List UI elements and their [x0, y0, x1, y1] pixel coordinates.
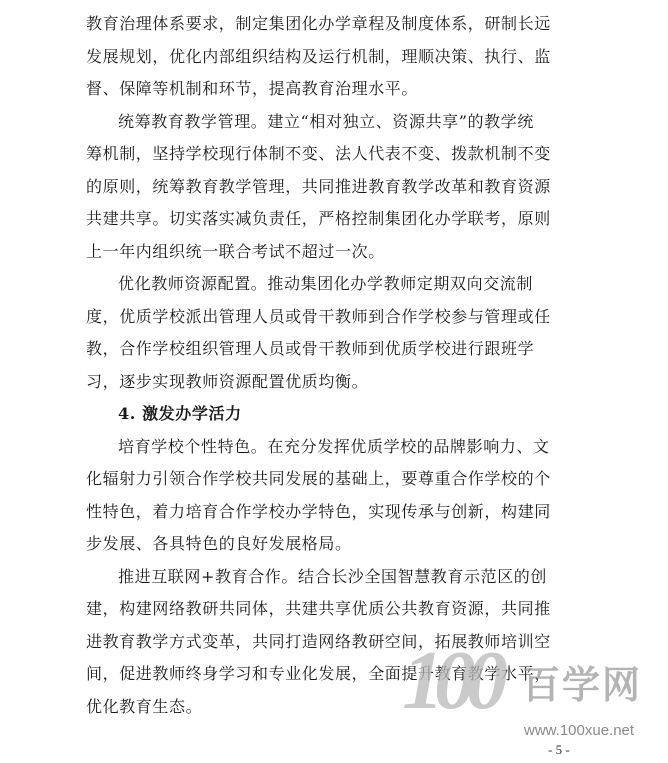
text-line: 教育治理体系要求，制定集团化办学章程及制度体系，研制长远	[86, 14, 551, 33]
text-line: 步发展、各具特色的良好发展格局。	[86, 534, 352, 553]
text-line: 培育学校个性特色。在充分发挥优质学校的品牌影响力、文	[118, 436, 550, 456]
text-line: 上一年内组织统一联合考试不超过一次。	[86, 241, 385, 261]
text-line: 性特色，着力培育合作学校办学特色，实现传承与创新，构建同	[86, 501, 551, 521]
text-line: 推进互联网+教育合作。结合长沙全国智慧教育示范区的创	[118, 566, 548, 586]
watermark-url: www.100xue.net	[524, 722, 635, 739]
text-line: 优化教育生态。	[86, 696, 203, 716]
watermark-title: 百学网	[522, 663, 643, 707]
page-number: - 5 -	[548, 742, 570, 757]
watermark-digits: 100	[402, 634, 498, 727]
document-body	[86, 8, 586, 723]
text-line: 间，促进教师终身学习和专业化发展，全面提升教育教学水平，	[86, 664, 551, 683]
text-line: 进教育教学方式变革，共同打造网络教研空间，拓展教师培训空	[86, 631, 551, 651]
text-line: 优化教师资源配置。推动集团化办学教师定期双向交流制	[118, 274, 534, 293]
text-line: 筹机制，坚持学校现行体制不变、法人代表不变、拨款机制不变	[86, 144, 551, 163]
text-line: 统筹教育教学管理。建立“相对独立、资源共享”的教学统	[118, 111, 534, 131]
section-heading: 4. 激发办学活力	[118, 404, 242, 423]
text-line: 督、保障等机制和环节，提高教育治理水平。	[86, 79, 419, 98]
text-line: 共建共享。切实落实减负责任，严格控制集团化办学联考，原则	[86, 209, 551, 228]
text-line: 教，合作学校组织管理人员或骨干教师到优质学校进行跟班学	[86, 339, 535, 358]
text-line: 的原则，统筹教育教学管理，共同推进教育教学改革和教育资源	[86, 176, 551, 196]
text-line: 化辐射力引领合作学校共同发展的基础上，要尊重合作学校的个	[86, 469, 551, 488]
text-line: 建，构建网络教研共同体，共建共享优质公共教育资源，共同推	[86, 599, 551, 618]
watermark-logo	[402, 632, 662, 762]
text-line: 度，优质学校派出管理人员或骨干教师到合作学校参与管理或任	[86, 306, 551, 326]
text-line: 习，逐步实现教师资源配置优质均衡。	[86, 371, 369, 391]
text-line: 发展规划，优化内部组织结构及运行机制，理顺决策、执行、监	[86, 46, 551, 66]
